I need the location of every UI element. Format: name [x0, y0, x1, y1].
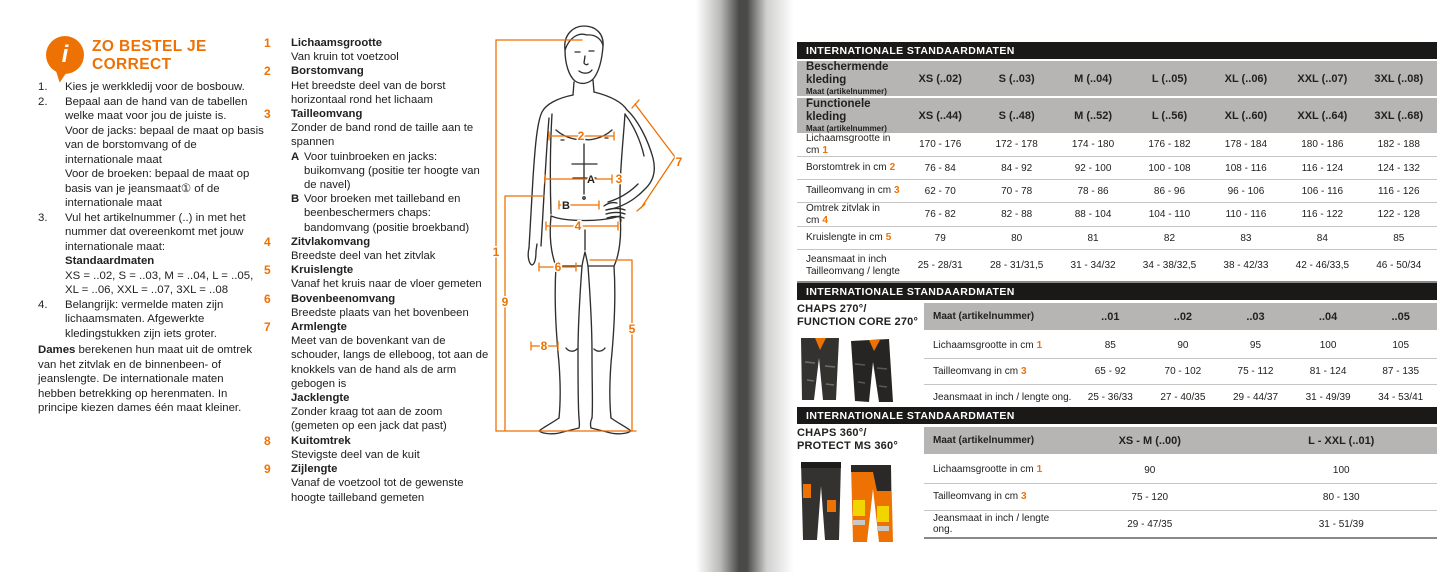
table-row	[924, 484, 1437, 511]
column-header-cell: 3XL (..08)	[1374, 72, 1424, 85]
measurement-title: Lichaamsgrootte	[291, 37, 383, 49]
table-header-row	[924, 427, 1437, 454]
measurement-desc: Meet van de bovenkant van de schouder, langs de elleboog, tot aan de knokkels van de hand als de arm gebogen is	[291, 335, 489, 390]
table-cell: 87 - 135	[1382, 366, 1420, 377]
table-header-row	[797, 61, 1437, 96]
table-row	[924, 333, 1437, 359]
figure-label-6: 6	[554, 260, 562, 274]
column-header-cell: S (..03)	[998, 72, 1035, 85]
row-label-number: 1	[1036, 339, 1043, 351]
table-cell: 84	[1316, 232, 1328, 244]
measurement-item-9	[264, 462, 490, 505]
column-header-cell: ..03	[1246, 310, 1265, 323]
table-cell: 116 - 122	[1301, 209, 1344, 220]
human-outline	[528, 26, 654, 434]
measurement-title: Zijlengte	[291, 463, 338, 476]
row-label: Lichaamsgrootte in cm 1	[933, 464, 1043, 476]
table-header-row	[924, 303, 1437, 330]
table-cell: 62 - 70	[924, 185, 956, 197]
table-cell: 86 - 96	[1153, 185, 1186, 197]
table-cell: 174 - 180	[1071, 139, 1115, 150]
table-cell: 82 - 88	[1001, 209, 1033, 220]
header-label-line2: Maat (artikelnummer)	[806, 124, 887, 133]
row-label: Omtrek zitvlak in cm 4	[806, 203, 880, 226]
column-header-label: Maat (artikelnummer)	[933, 434, 1035, 446]
measurement-title: Zitvlakomvang	[291, 235, 371, 248]
figure-label-1: 1	[492, 245, 500, 259]
column-header-cell: XL (..60)	[1224, 109, 1268, 122]
step-number: 4.	[38, 298, 48, 311]
table-cell: 76 - 82	[924, 209, 956, 220]
table-cell: 78 - 86	[1077, 185, 1109, 197]
sub-key: B	[291, 193, 300, 206]
product-title-line1: CHAPS 270°/	[797, 303, 867, 315]
row-label: Kruislengte in cm 5	[806, 232, 892, 244]
column-header-cell: XXL (..07)	[1297, 72, 1348, 85]
figure-label-a: A	[587, 174, 595, 186]
measurement-number: 3	[264, 107, 271, 122]
column-header-cell: L (..56)	[1151, 109, 1188, 122]
table-row	[797, 227, 1437, 250]
table-row	[797, 157, 1437, 180]
product-block-chaps360	[797, 427, 923, 549]
table-cell: 65 - 92	[1094, 366, 1126, 377]
table-cell: 83	[1240, 232, 1252, 244]
table-cell: 27 - 40/35	[1160, 392, 1206, 403]
column-header-label: Maat (artikelnummer)	[933, 310, 1035, 322]
table-cell: 122 - 128	[1377, 209, 1420, 220]
table-cell: 85	[1393, 232, 1405, 244]
step-text: Voor de jacks: bepaal de maat op basis van de borstomvang of de internationale maat	[65, 124, 264, 166]
measurement-desc: Vanaf het kruis naar de vloer gemeten	[291, 278, 482, 291]
measurement-number: 8	[264, 433, 271, 448]
row-label: Jeansmaat in inch / lengte ong.	[933, 391, 1072, 403]
measurement-desc-2: Zonder kraag tot aan de zoom (gemeten op een jack dat past)	[291, 406, 447, 433]
header-label-line2: Maat (artikelnummer)	[806, 87, 887, 96]
ladies-note	[38, 343, 264, 416]
measurement-number: 9	[264, 462, 271, 477]
page-title-line2: CORRECT	[92, 55, 172, 73]
step-text: Voor de broeken: bepaal de maat op basis van je jeansmaat① of de internationale maat	[65, 168, 250, 209]
figure-label-9: 9	[501, 295, 509, 309]
measurement-item-7	[264, 320, 490, 434]
measurement-item-4	[264, 235, 490, 263]
figure-label-5: 5	[628, 322, 636, 336]
measurement-definitions	[264, 36, 490, 505]
table-cell: 90	[1177, 340, 1189, 351]
table-cell: 110 - 116	[1225, 209, 1267, 220]
sub-text: Voor tuinbroeken en jacks: buikomvang (positie ter hoogte van de navel)	[304, 150, 480, 192]
table-cell: 106 - 116	[1301, 185, 1344, 197]
column-header-cell: XS - M (..00)	[1118, 434, 1181, 447]
measurement-title: Tailleomvang	[291, 108, 363, 121]
size-table-chaps360	[797, 407, 1437, 539]
measurement-title: Borstomvang	[291, 65, 364, 78]
figure-label-b: B	[562, 200, 570, 212]
table-row	[797, 250, 1437, 283]
table-cell: 88 - 104	[1074, 209, 1112, 220]
table-cell: 80 - 130	[1322, 491, 1360, 503]
row-label: Tailleomvang in cm 3	[933, 491, 1027, 503]
table-cell: 25 - 36/33	[1087, 392, 1133, 403]
chaps-360-product-image	[797, 456, 901, 544]
measurement-sub-a	[291, 150, 490, 193]
size-table-standard-body	[797, 61, 1437, 283]
table-cell: 81	[1087, 232, 1099, 244]
table-cell: 34 - 53/41	[1378, 392, 1424, 403]
measurement-title: Bovenbeenomvang	[291, 292, 396, 305]
table-cell: 29 - 44/37	[1232, 392, 1279, 403]
header-label-line1: Beschermende kleding	[806, 61, 889, 86]
table-cell: 100 - 108	[1148, 162, 1191, 174]
measurement-number: 6	[264, 291, 271, 306]
step-2	[38, 95, 264, 211]
step-1	[38, 80, 264, 95]
table-row	[924, 359, 1437, 385]
table-title-bar: INTERNATIONALE STANDAARDMATEN	[797, 283, 1437, 300]
sub-key: A	[291, 150, 300, 163]
row-label-line2: Tailleomvang / lengte	[806, 265, 900, 277]
row-label-number: 1	[822, 144, 828, 156]
row-label: Borstomtrek in cm 2	[806, 162, 896, 174]
measurement-desc: Van kruin tot voetzool	[291, 51, 399, 64]
table-row	[797, 133, 1437, 157]
step-text: Kies je werkkledij voor de bosbouw.	[65, 81, 245, 93]
table-cell: 80	[1011, 232, 1023, 244]
column-header-cell: 3XL (..68)	[1374, 109, 1424, 122]
row-label-number: 3	[1021, 365, 1027, 377]
measurement-desc: Het breedste deel van de borst horizontaal rond het lichaam	[291, 79, 446, 106]
product-title-line1: CHAPS 360°/	[797, 427, 867, 439]
size-table-chaps270-body	[924, 303, 1437, 412]
figure-label-2: 2	[577, 129, 585, 143]
column-header-cell: XXL (..64)	[1297, 109, 1348, 122]
measurement-desc: Breedste deel van het zitvlak	[291, 250, 436, 263]
table-cell: 100	[1332, 464, 1350, 476]
table-cell: 116 - 124	[1301, 162, 1344, 174]
table-cell: 84 - 92	[1001, 162, 1033, 174]
measurement-desc: Breedste plaats van het bovenbeen	[291, 306, 469, 319]
table-cell: 92 - 100	[1074, 162, 1112, 174]
step-3	[38, 211, 264, 298]
table-cell: 75 - 120	[1131, 491, 1169, 503]
figure-label-3: 3	[615, 172, 623, 186]
measurement-sub-b	[291, 192, 490, 235]
column-header-cell: L (..05)	[1151, 72, 1188, 85]
figure-label-4: 4	[574, 219, 582, 233]
page-title	[92, 38, 207, 73]
table-cell: 182 - 188	[1377, 139, 1420, 150]
column-header-cell: M (..52)	[1074, 109, 1113, 122]
step-number: 3.	[38, 211, 48, 224]
column-header-cell: ..01	[1101, 310, 1120, 323]
table-cell: 31 - 34/32	[1070, 260, 1116, 271]
chaps-270-product-image	[797, 332, 901, 404]
product-title-line2: PROTECT MS 360°	[797, 439, 898, 452]
row-label: Jeansmaat in inch Tailleomvang / lengte	[797, 254, 902, 277]
page-title-line1: ZO BESTEL JE	[92, 38, 207, 55]
table-row	[797, 180, 1437, 203]
measurement-item-3	[264, 107, 490, 235]
table-title-bar: INTERNATIONALE STANDAARDMATEN	[797, 42, 1437, 59]
measurement-number: 5	[264, 263, 271, 278]
step-number: 1.	[38, 81, 48, 93]
row-label-number: 3	[1021, 491, 1027, 503]
column-header-cell: XS (..44)	[918, 109, 962, 122]
measurement-number: 1	[264, 36, 271, 50]
table-cell: 105	[1392, 340, 1410, 351]
table-cell: 104 - 110	[1148, 209, 1191, 220]
table-cell: 178 - 184	[1224, 139, 1268, 150]
measurement-number: 4	[264, 234, 271, 249]
column-header-cell: S (..48)	[998, 109, 1035, 122]
product-title-line2: FUNCTION CORE 270°	[797, 315, 919, 328]
table-row	[924, 457, 1437, 484]
step-text: Vul het artikelnummer (..) in met het nummer dat overeenkomt met jouw internationale maat:	[65, 211, 246, 253]
row-label: Lichaamsgrootte in cm 1	[933, 339, 1043, 351]
column-header-cell: XL (..06)	[1224, 72, 1268, 85]
table-title-bar: INTERNATIONALE STANDAARDMATEN	[797, 407, 1437, 424]
measurement-item-8	[264, 434, 490, 462]
table-cell: 180 - 186	[1301, 139, 1344, 150]
step-number: 2.	[38, 95, 48, 108]
table-cell: 70 - 102	[1164, 366, 1202, 377]
ladies-note-text: berekenen hun maat uit de omtrek van het zitvlak en de binnenbeen- of jeanslengte. De internationale maten hebben betrekking op herenmaten. In principe kiezen dames één maat kleiner.	[38, 344, 253, 414]
size-table-chaps360-body	[924, 427, 1437, 539]
figure-label-7: 7	[675, 155, 683, 169]
table-cell: 75 - 112	[1237, 366, 1274, 377]
row-label: Jeansmaat in inch / lengte ong.	[933, 512, 1050, 535]
table-cell: 42 - 46/33,5	[1295, 260, 1350, 271]
measurement-title: Armlengte	[291, 321, 347, 334]
table-cell: 172 - 178	[995, 139, 1038, 150]
measurement-item-6	[264, 292, 490, 320]
measurement-title-2: Jacklengte	[291, 392, 350, 405]
measurement-desc: Zonder de band rond de taille aan te spannen	[291, 122, 474, 149]
table-cell: 90	[1144, 464, 1156, 476]
size-table-standard	[797, 42, 1437, 283]
table-cell: 79	[934, 232, 946, 244]
table-cell: 31 - 51/39	[1318, 518, 1364, 530]
row-label-number: 1	[1036, 464, 1043, 476]
table-cell: 96 - 106	[1227, 185, 1265, 197]
column-header-cell: ..04	[1318, 310, 1338, 323]
row-label-number: 4	[822, 214, 828, 226]
ladies-note-bold: Dames	[38, 344, 76, 356]
measurement-item-2	[264, 64, 490, 107]
column-header-cell: L - XXL (..01)	[1308, 434, 1375, 447]
table-cell: 82	[1163, 232, 1176, 244]
row-label: Tailleomvang in cm 3	[933, 365, 1027, 377]
table-cell: 70 - 78	[1001, 185, 1033, 197]
step-4	[38, 298, 264, 342]
step-size-codes: XS = ..02, S = ..03, M = ..04, L = ..05, XL = ..06, XXL = ..07, 3XL = ..08	[65, 269, 254, 296]
table-cell: 85	[1104, 340, 1116, 351]
table-cell: 108 - 116	[1225, 162, 1267, 174]
page-fold	[696, 0, 794, 572]
table-row	[797, 203, 1437, 227]
sub-text: Voor broeken met tailleband en beenbeschermers chaps: bandomvang (positie broekband)	[304, 193, 470, 234]
table-cell: 46 - 50/34	[1376, 260, 1422, 271]
table-cell: 34 - 38/32,5	[1142, 260, 1197, 271]
column-header-cell: ..02	[1173, 310, 1193, 323]
row-label-number: 3	[894, 185, 900, 197]
column-header-cell: M (..04)	[1074, 72, 1113, 85]
row-label: Lichaamsgrootte in cm 1	[806, 133, 891, 156]
figure-illustration	[486, 18, 698, 448]
step-text: Bepaal aan de hand van de tabellen welke maat voor jou de juiste is.	[65, 95, 248, 122]
column-header-label	[797, 61, 902, 96]
table-cell: 29 - 47/35	[1127, 518, 1173, 530]
table-cell: 28 - 31/31,5	[989, 260, 1044, 271]
figure-label-8: 8	[540, 339, 548, 353]
size-table-chaps270	[797, 283, 1437, 412]
measurement-desc: Stevigste deel van de kuit	[291, 448, 420, 461]
table-cell: 31 - 49/39	[1305, 392, 1351, 403]
table-header-row	[797, 98, 1437, 133]
row-label-number: 2	[889, 162, 896, 174]
table-cell: 95	[1249, 340, 1262, 351]
product-block-chaps270	[797, 303, 923, 409]
table-cell: 176 - 182	[1148, 139, 1191, 150]
step-text: Belangrijk: vermelde maten zijn lichaamsmaten. Afgewerkte kledingstukken zijn iets groter.	[65, 298, 224, 340]
column-header-label	[797, 98, 902, 133]
info-icon: i	[46, 36, 84, 74]
table-cell: 25 - 28/31	[917, 260, 963, 271]
table-cell: 124 - 132	[1377, 162, 1420, 174]
column-header-cell: ..05	[1391, 310, 1410, 323]
table-cell: 38 - 42/33	[1223, 260, 1269, 271]
measurement-item-5	[264, 263, 490, 291]
table-cell: 81 - 124	[1309, 366, 1347, 377]
step-text-bold: Standaardmaten	[65, 255, 155, 267]
measurement-title: Kuitomtrek	[291, 434, 351, 447]
measurement-number: 7	[264, 320, 271, 335]
column-header-cell: XS (..02)	[918, 72, 962, 85]
header-label-line1: Functionele kleding	[806, 98, 871, 123]
table-cell: 100	[1319, 340, 1337, 351]
measurement-item-1	[264, 36, 490, 64]
table-cell: 116 - 126	[1378, 185, 1420, 197]
measurement-number: 2	[264, 64, 271, 79]
row-label: Tailleomvang in cm 3	[806, 185, 900, 197]
table-cell: 170 - 176	[919, 139, 962, 150]
measurement-title: Kruislengte	[291, 264, 354, 277]
ordering-steps	[38, 80, 264, 416]
table-cell: 76 - 84	[924, 162, 956, 174]
row-label-number: 5	[885, 232, 892, 244]
measurement-desc: Vanaf de voetzool tot de gewenste hoogte tailleband gemeten	[291, 477, 464, 504]
table-row	[924, 511, 1437, 539]
